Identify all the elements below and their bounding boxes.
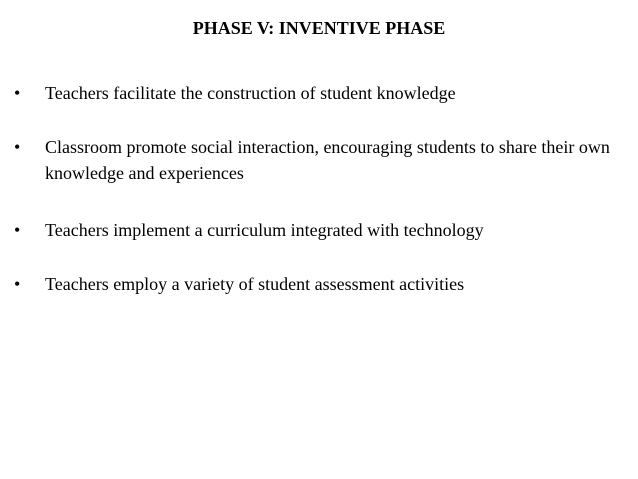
bullet-text: Teachers implement a curriculum integrated with technology bbox=[45, 220, 484, 240]
bullet-list bbox=[14, 80, 624, 325]
bullet-text: Teachers employ a variety of student assessment activities bbox=[45, 274, 465, 294]
bullet-item bbox=[14, 134, 624, 186]
bullet-icon: • bbox=[14, 83, 21, 103]
bullet-item bbox=[14, 217, 624, 243]
bullet-icon: • bbox=[14, 137, 21, 157]
slide-title: PHASE V: INVENTIVE PHASE bbox=[192, 18, 446, 38]
bullet-text: Classroom promote social interaction, encouraging students to share their own knowledge and experiences bbox=[45, 137, 610, 183]
bullet-item bbox=[14, 80, 624, 106]
bullet-icon: • bbox=[14, 220, 21, 240]
bullet-icon: • bbox=[14, 274, 21, 294]
bullet-item bbox=[14, 271, 624, 297]
bullet-text: Teachers facilitate the construction of student knowledge bbox=[45, 83, 456, 103]
